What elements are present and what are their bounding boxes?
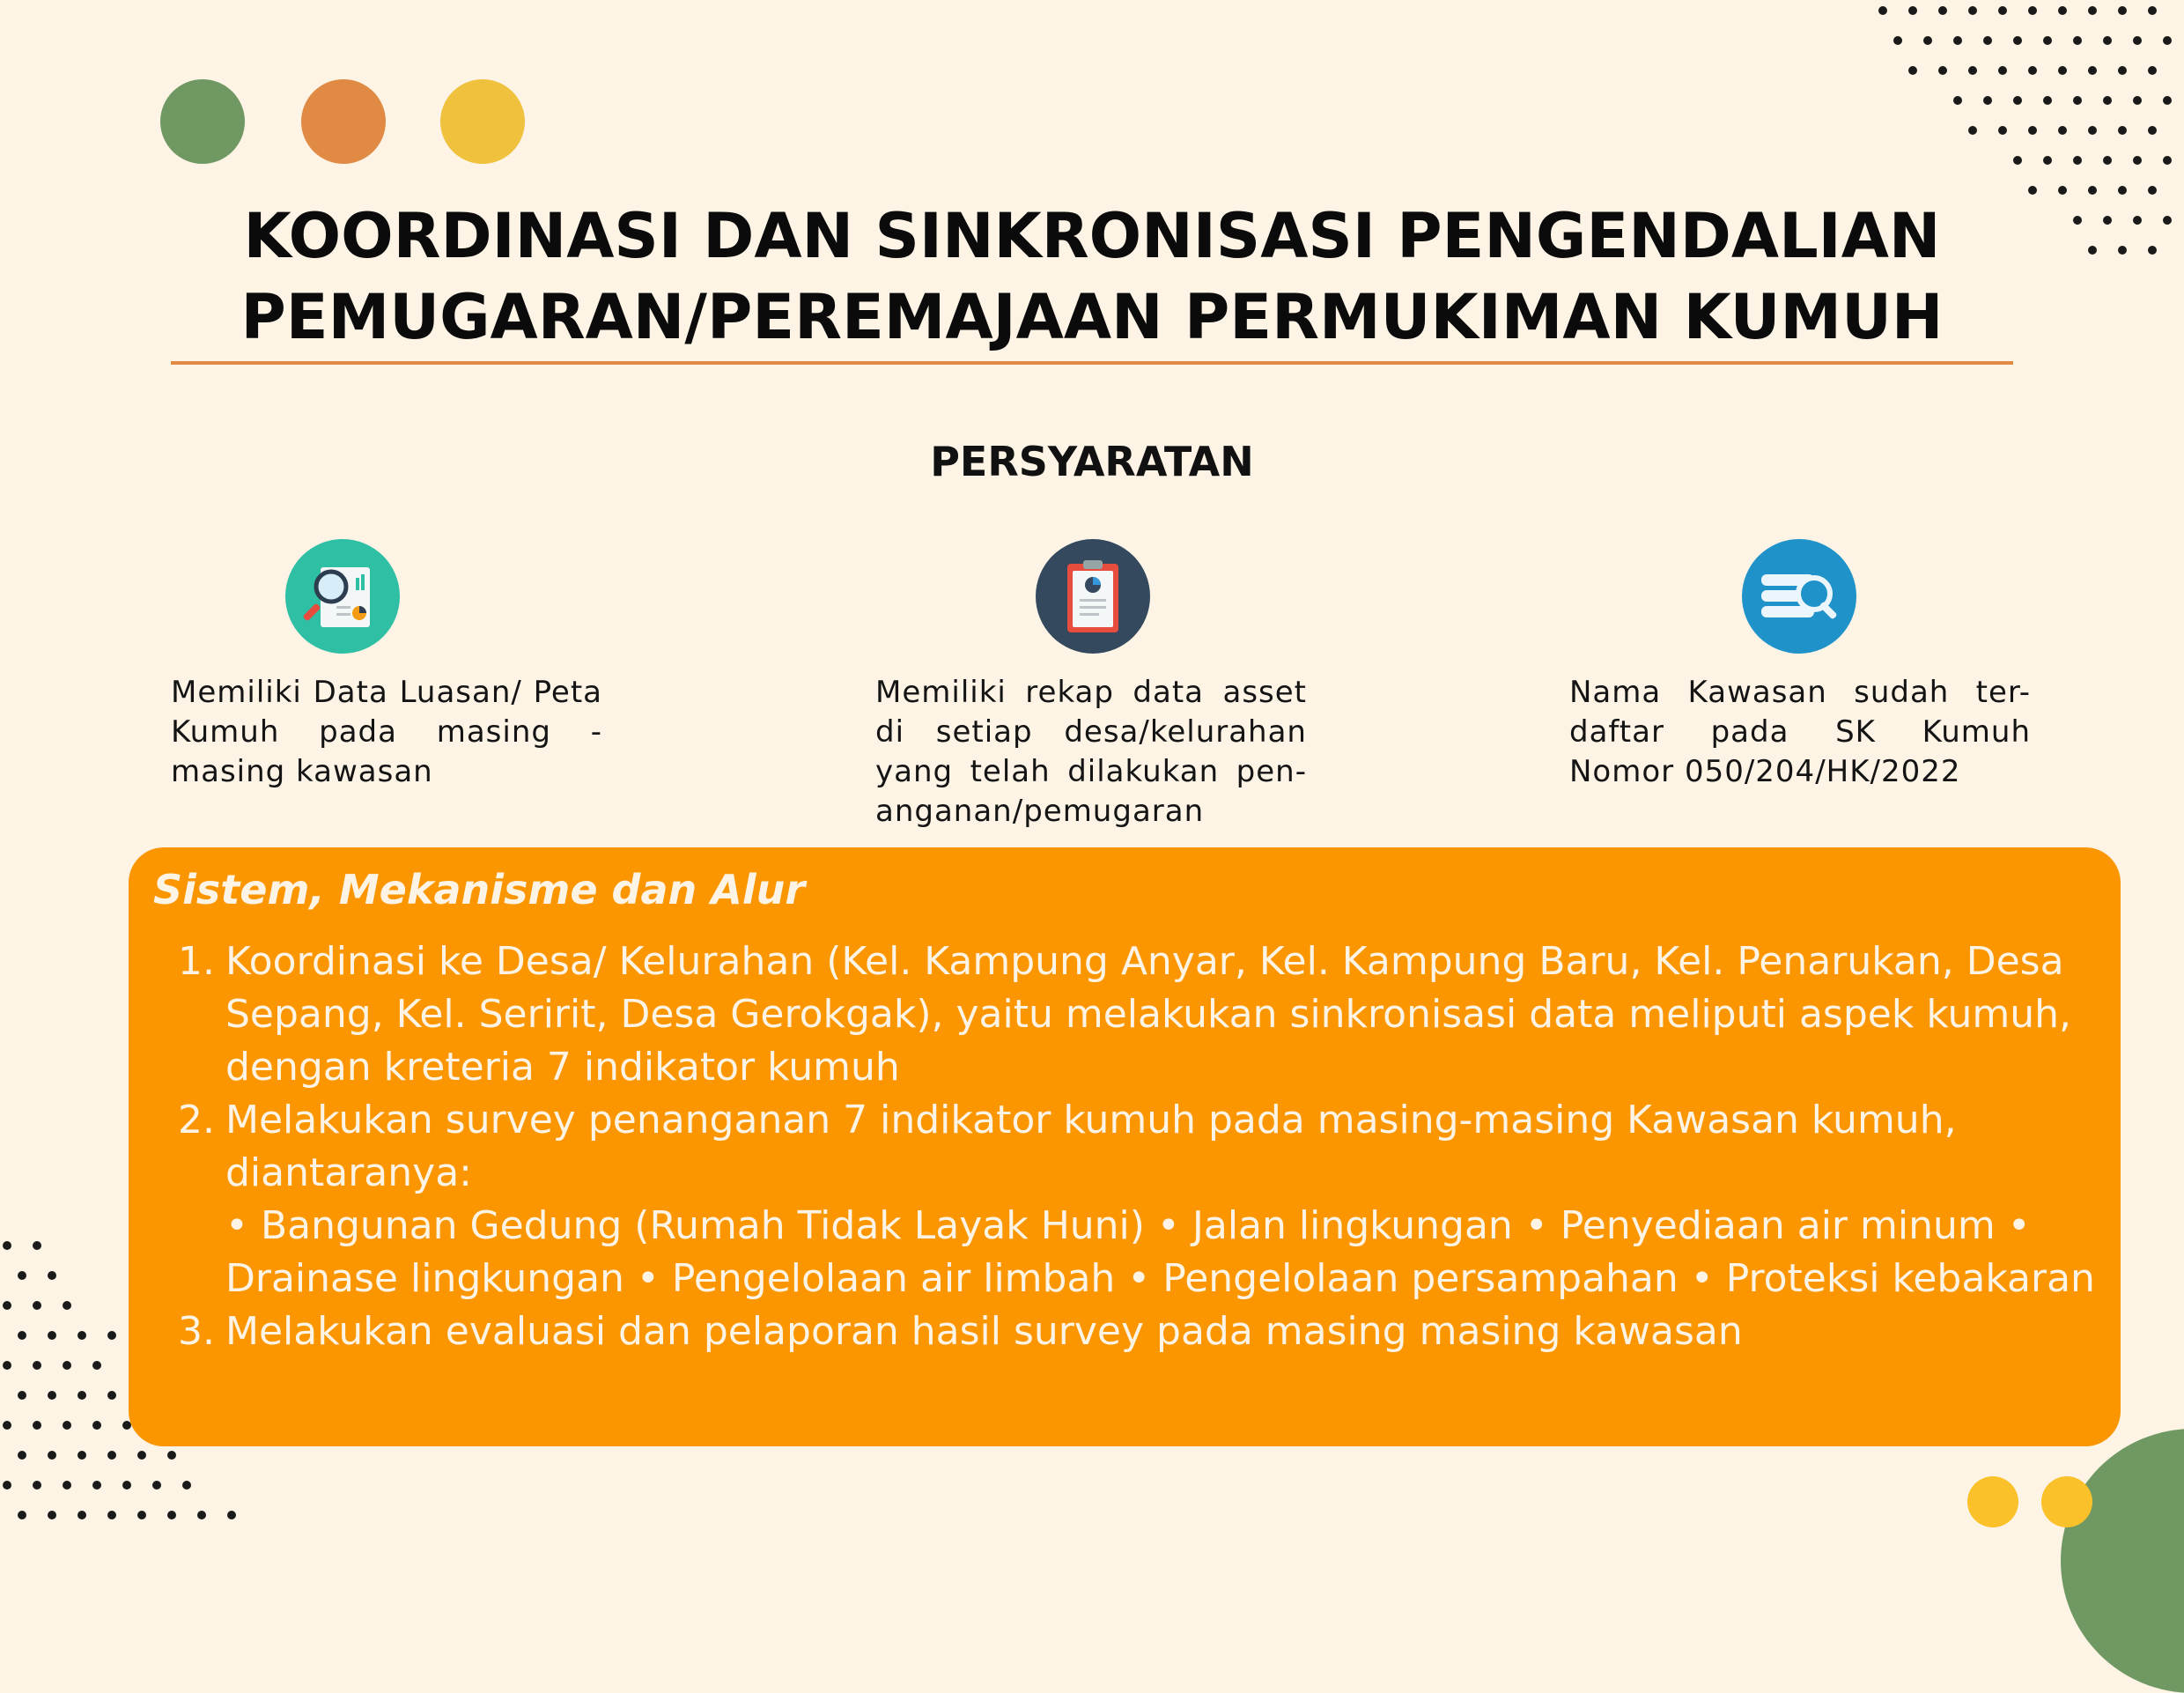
decor-dot (2043, 96, 2052, 105)
decor-dot (1893, 36, 1902, 45)
decor-dot (92, 1481, 101, 1490)
decor-dot (63, 1421, 71, 1430)
page-title (114, 196, 2070, 358)
decor-dot (2118, 6, 2127, 15)
decor-dot (2013, 36, 2022, 45)
decor-dot (1938, 66, 1947, 75)
step-item (178, 1305, 2096, 1358)
database-search-icon (1742, 539, 1856, 654)
decor-dot (3, 1481, 11, 1490)
step-number: 2. (178, 1098, 215, 1142)
title-divider (171, 361, 2013, 365)
decor-dot (182, 1481, 191, 1490)
decor-dot (33, 1301, 41, 1310)
decor-dot (167, 1451, 176, 1460)
decor-dot (2103, 36, 2112, 45)
decor-dot (2028, 66, 2037, 75)
decor-dot (1998, 126, 2007, 135)
decor-dot (1968, 6, 1977, 15)
decor-dot (2133, 216, 2142, 225)
decor-dot (2118, 126, 2127, 135)
decor-dot (1998, 6, 2007, 15)
decor-dot (197, 1511, 206, 1519)
decor-dot (63, 1481, 71, 1490)
decor-dot (18, 1451, 26, 1460)
decor-dot (3, 1241, 11, 1250)
decor-dot (2133, 36, 2142, 45)
decor-dot (2148, 66, 2157, 75)
clipboard-chart-icon (1036, 539, 1150, 654)
decor-dot (227, 1511, 236, 1519)
decor-dot (48, 1271, 56, 1280)
decor-dot (77, 1391, 86, 1400)
yellow-dot (440, 79, 525, 164)
decor-dot (2148, 246, 2157, 255)
decor-dot (2118, 246, 2127, 255)
decor-dot (2103, 216, 2112, 225)
decor-dot (2043, 156, 2052, 165)
decor-dot (107, 1331, 116, 1340)
step-item (178, 1094, 2096, 1305)
requirement-2-text: Memiliki rekap data asset di setiap desa/kelurahan yang telah dilakukan pen- anganan/pemugaran (875, 675, 1307, 829)
decor-dot (2088, 186, 2097, 195)
decor-dot (167, 1511, 176, 1519)
decor-dot (137, 1511, 146, 1519)
decor-dot (33, 1361, 41, 1370)
decor-dot (1983, 96, 1992, 105)
decor-dot (1968, 66, 1977, 75)
decor-dot (2118, 186, 2127, 195)
decor-dot (2058, 6, 2067, 15)
decor-dot (92, 1361, 101, 1370)
decor-dot (2148, 6, 2157, 15)
decor-dot (48, 1451, 56, 1460)
section-heading: PERSYARATAN (930, 438, 1254, 485)
decor-dot (2058, 126, 2067, 135)
decor-dot (33, 1241, 41, 1250)
decor-dot (2133, 156, 2142, 165)
decor-dot (18, 1331, 26, 1340)
decor-dot (63, 1361, 71, 1370)
mechanism-panel (129, 847, 2121, 1446)
panel-title: Sistem, Mekanisme dan Alur (153, 866, 806, 913)
orange-dot (301, 79, 386, 164)
decor-dot (2103, 96, 2112, 105)
decor-dot (2028, 186, 2037, 195)
yellow-dot-bottom-2 (2041, 1476, 2092, 1527)
decor-dot (107, 1391, 116, 1400)
decor-dot (2058, 186, 2067, 195)
decor-dot (77, 1511, 86, 1519)
requirement-1-text: Memiliki Data Luasan/ Peta Kumuh pada masing -masing kawasan (171, 675, 602, 789)
decor-dot (1878, 6, 1887, 15)
decor-dot (77, 1331, 86, 1340)
decor-dot (2073, 216, 2082, 225)
decor-dot (33, 1421, 41, 1430)
steps-list (178, 935, 2096, 1358)
decor-dot (48, 1331, 56, 1340)
decor-dot (2148, 126, 2157, 135)
decor-dot (107, 1511, 116, 1519)
decor-dot (122, 1481, 131, 1490)
decor-dot (2073, 96, 2082, 105)
decor-dot (1968, 126, 1977, 135)
decor-dot (18, 1391, 26, 1400)
decor-dot (2118, 66, 2127, 75)
decor-dot (1953, 96, 1962, 105)
green-dot (160, 79, 245, 164)
decor-dot (48, 1391, 56, 1400)
decor-dot (137, 1451, 146, 1460)
decor-dot (2163, 36, 2172, 45)
decor-dot (1983, 36, 1992, 45)
step-text: Melakukan survey penanganan 7 indikator kumuh pada masing-masing Kawasan kumuh, diantaranya: (225, 1098, 1957, 1195)
decor-dot (2163, 96, 2172, 105)
decor-dot (2058, 66, 2067, 75)
decor-dot (1938, 6, 1947, 15)
decor-dot (2073, 36, 2082, 45)
step-bullets: • Bangunan Gedung (Rumah Tidak Layak Huni) • Jalan lingkungan • Penyediaan air minum • Drainase lingkungan • Pengelolaan air limbah • Pengelolaan persampahan • Proteksi kebakaran (225, 1203, 2095, 1301)
step-item (178, 935, 2096, 1094)
decor-dot (3, 1301, 11, 1310)
decor-dot (92, 1421, 101, 1430)
step-text: Melakukan evaluasi dan pelaporan hasil survey pada masing masing kawasan (225, 1309, 1743, 1354)
decor-dot (2013, 156, 2022, 165)
decor-dot (2163, 216, 2172, 225)
decor-dot (1953, 36, 1962, 45)
decor-dot (33, 1481, 41, 1490)
green-blob (2061, 1429, 2184, 1693)
decor-dot (2073, 156, 2082, 165)
decor-dot (18, 1511, 26, 1519)
decor-dot (2028, 6, 2037, 15)
decor-dot (3, 1421, 11, 1430)
yellow-dot-bottom-1 (1967, 1476, 2018, 1527)
decor-dot (2043, 36, 2052, 45)
decor-dot (2088, 6, 2097, 15)
requirement-3-text: Nama Kawasan sudah ter- daftar pada SK Kumuh Nomor 050/204/HK/2022 (1569, 675, 2031, 789)
decor-dot (2148, 186, 2157, 195)
step-number: 3. (178, 1309, 215, 1354)
decor-dot (2088, 126, 2097, 135)
decor-dot (2088, 246, 2097, 255)
decor-dot (18, 1271, 26, 1280)
decor-dot (2103, 156, 2112, 165)
decor-dot (77, 1451, 86, 1460)
decor-dot (3, 1361, 11, 1370)
decor-dot (2163, 156, 2172, 165)
decor-dot (48, 1511, 56, 1519)
decor-dot (2028, 126, 2037, 135)
decor-dot (2088, 66, 2097, 75)
decor-dot (1908, 66, 1917, 75)
decor-dot (107, 1451, 116, 1460)
decor-dot (63, 1301, 71, 1310)
decor-dot (2133, 96, 2142, 105)
step-number: 1. (178, 939, 215, 984)
decor-dot (1908, 6, 1917, 15)
decor-dot (2013, 96, 2022, 105)
report-magnifier-icon (285, 539, 400, 654)
decor-dot (1923, 36, 1932, 45)
decor-dot (152, 1481, 161, 1490)
step-text: Koordinasi ke Desa/ Kelurahan (Kel. Kampung Anyar, Kel. Kampung Baru, Kel. Penarukan, Desa Sepang, Kel. Seririt, Desa Gerokgak), yaitu melakukan sinkronisasi data meliputi aspek kumuh, dengan kreteria 7 indikator kumuh (225, 939, 2071, 1090)
page-title-line-2: PEMUGARAN/PEREMAJAAN PERMUKIMAN KUMUH (240, 281, 1944, 353)
decor-dot (1998, 66, 2007, 75)
page-title-line-1: KOORDINASI DAN SINKRONISASI PENGENDALIAN (243, 200, 1941, 272)
